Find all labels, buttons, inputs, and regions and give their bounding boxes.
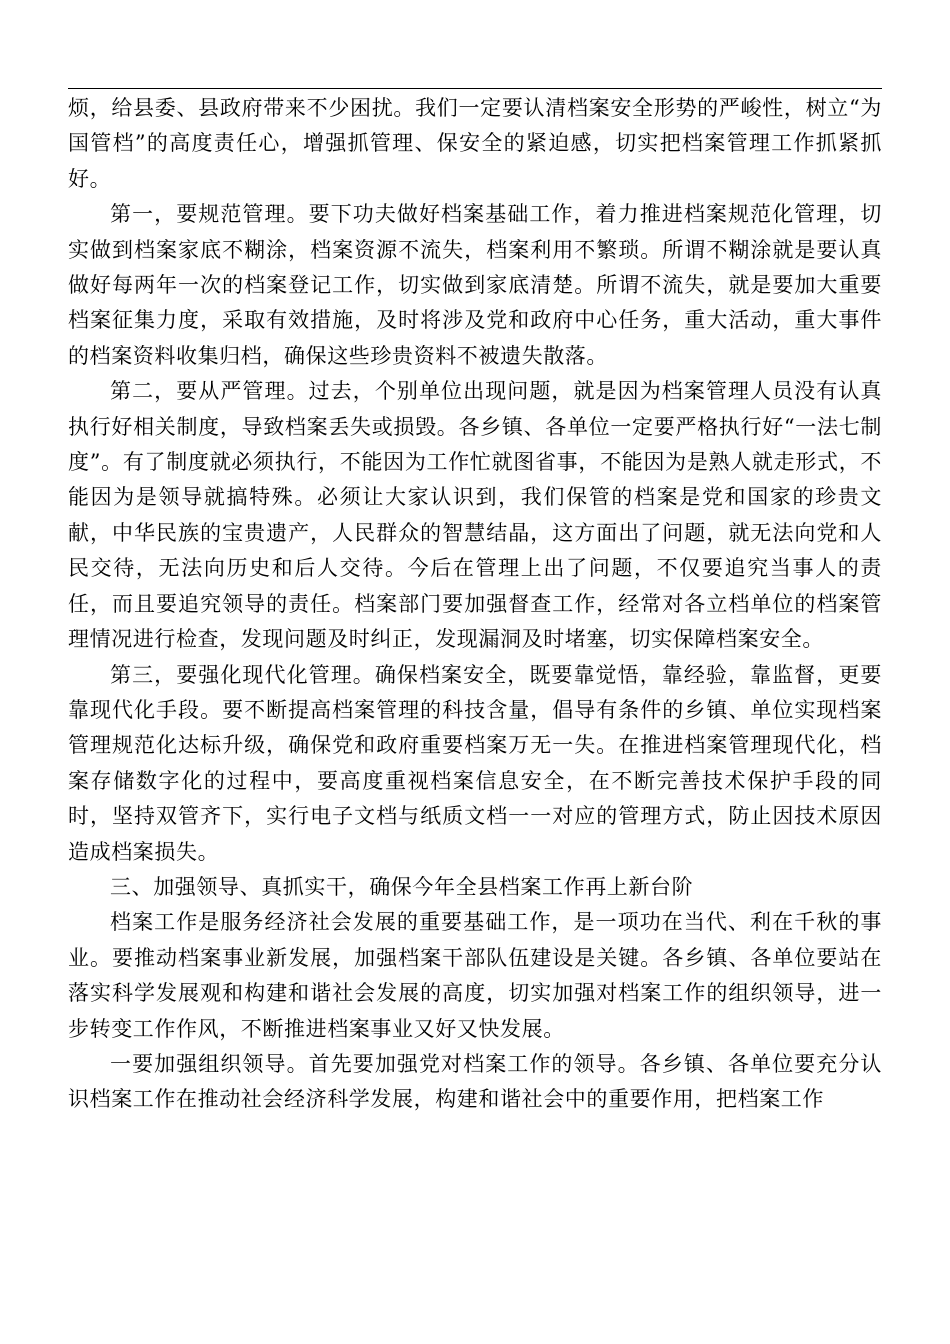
header-rule xyxy=(68,88,882,89)
paragraph-modernized-management: 第三，要强化现代化管理。确保档案安全，既要靠觉悟，靠经验，靠监督，更要靠现代化手段。要不断提高档案管理的科技含量，倡导有条件的乡镇、单位实现档案管理规范化达标升级，确保党和政府重要档案万无一失。在推进档案管理现代化，档案存储数字化的过程中，要高度重视档案信息安全，在不断完善技术保护手段的同时，坚持双管齐下，实行电子文档与纸质文档一一对应的管理方式，防止因技术原因造成档案损失。 xyxy=(68,662,882,864)
paragraph-strict-management: 第二，要从严管理。过去，个别单位出现问题，就是因为档案管理人员没有认真执行好相关制度，导致档案丢失或损毁。各乡镇、各单位一定要严格执行好“一法七制度”。有了制度就必须执行，不能因为工作忙就图省事，不能因为是熟人就走形式，不能因为是领导就搞特殊。必须让大家认识到，我们保管的档案是党和国家的珍贵文献，中华民族的宝贵遗产，人民群众的智慧结晶，这方面出了问题，就无法向党和人民交待，无法向历史和后人交待。今后在管理上出了问题，不仅要追究当事人的责任，而且要追究领导的责任。档案部门要加强督查工作，经常对各立档单位的档案管理情况进行检查，发现问题及时纠正，发现漏洞及时堵塞，切实保障档案安全。 xyxy=(68,379,882,652)
body-text xyxy=(68,91,882,1118)
paragraph-continuation: 烦，给县委、县政府带来不少困扰。我们一定要认清档案安全形势的严峻性，树立“为国管档”的高度责任心，增强抓管理、保安全的紧迫感，切实把档案管理工作抓紧抓好。 xyxy=(68,96,882,191)
paragraph-archive-work-foundation: 档案工作是服务经济社会发展的重要基础工作，是一项功在当代、利在千秋的事业。要推动档案事业新发展，加强档案干部队伍建设是关键。各乡镇、各单位要站在落实科学发展观和构建和谐社会发展的高度，切实加强对档案工作的组织领导，进一步转变工作作风，不断推进档案事业又好又快发展。 xyxy=(68,910,882,1041)
paragraph-standardized-management: 第一，要规范管理。要下功夫做好档案基础工作，着力推进档案规范化管理，切实做到档案家底不糊涂，档案资源不流失，档案利用不繁琐。所谓不糊涂就是要认真做好每两年一次的档案登记工作，切实做到家底清楚。所谓不流失，就是要加大重要档案征集力度，采取有效措施，及时将涉及党和政府中心任务，重大活动，重大事件的档案资料收集归档，确保这些珍贵资料不被遗失散落。 xyxy=(68,202,882,368)
section-heading-three: 三、加强领导、真抓实干，确保今年全县档案工作再上新台阶 xyxy=(110,874,694,899)
paragraph-organizational-leadership: 一要加强组织领导。首先要加强党对档案工作的领导。各乡镇、各单位要充分认识档案工作在推动社会经济科学发展，构建和谐社会中的重要作用，把档案工作 xyxy=(68,1051,882,1112)
